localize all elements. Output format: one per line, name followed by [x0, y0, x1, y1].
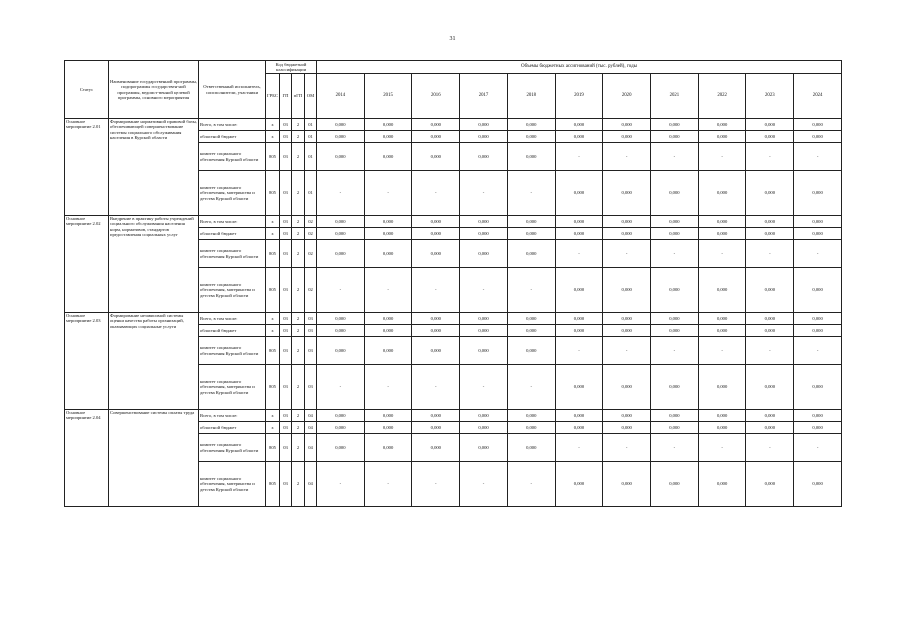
value-cell: 0,000 — [507, 228, 555, 240]
code-cell: 01 — [305, 119, 317, 131]
code-cell: 2 — [292, 119, 305, 131]
page-number: 31 — [449, 36, 456, 42]
header-name: Наименование государственной программы, подпрограммы государствен-ной программы, ведомст-венной целевой программы, основного мероприятия — [109, 61, 199, 119]
value-cell: 0,000 — [460, 337, 508, 365]
header-executor: Ответственный исполнитель, соисполнители, участники — [199, 61, 266, 119]
measure-name: Внедрение в практику работы учреждений социального обслуживания населения норм, нормативов, стандартов предоставления социальных услуг — [109, 216, 199, 313]
executor-cell: областной бюджет — [199, 228, 266, 240]
code-cell: 03 — [280, 337, 292, 365]
value-cell: - — [651, 143, 699, 171]
value-cell: - — [746, 337, 794, 365]
value-cell: 0,000 — [603, 325, 651, 337]
value-cell: 0,000 — [746, 422, 794, 434]
code-cell: 03 — [280, 434, 292, 462]
value-cell: 0,000 — [364, 337, 412, 365]
value-cell: 0,000 — [507, 143, 555, 171]
measure-status: Основное мероприятие 2.03 — [65, 313, 109, 410]
value-cell: 0,000 — [412, 434, 460, 462]
value-cell: 0,000 — [603, 216, 651, 228]
header-code-col: ГРБС — [266, 74, 280, 119]
value-cell: 0,000 — [794, 171, 842, 216]
value-cell: 0,000 — [698, 313, 746, 325]
value-cell: - — [364, 462, 412, 507]
executor-cell: Всего, в том числе: — [199, 119, 266, 131]
value-cell: 0,000 — [412, 143, 460, 171]
value-cell: 0,000 — [746, 119, 794, 131]
value-cell: 0,000 — [651, 410, 699, 422]
value-cell: - — [555, 143, 603, 171]
code-cell: 04 — [305, 410, 317, 422]
value-cell: - — [555, 434, 603, 462]
header-year: 2017 — [460, 74, 508, 119]
value-cell: - — [412, 268, 460, 313]
value-cell: 0,000 — [794, 268, 842, 313]
code-cell: 805 — [266, 240, 280, 268]
value-cell: 0,000 — [317, 325, 365, 337]
value-cell: 0,000 — [317, 337, 365, 365]
value-cell: 0,000 — [555, 365, 603, 410]
code-cell: 03 — [280, 462, 292, 507]
code-cell: 2 — [292, 462, 305, 507]
measure-name: Формирование нормативной правовой базы, обеспечивающей совершенствование системы социального обслуживания населения в Курской области — [109, 119, 199, 216]
value-cell: 0,000 — [746, 410, 794, 422]
value-cell: - — [507, 365, 555, 410]
value-cell: 0,000 — [794, 119, 842, 131]
value-cell: - — [507, 171, 555, 216]
value-cell: 0,000 — [412, 131, 460, 143]
header-year: 2019 — [555, 74, 603, 119]
value-cell: 0,000 — [555, 325, 603, 337]
value-cell: 0,000 — [746, 462, 794, 507]
code-cell: 2 — [292, 240, 305, 268]
value-cell: 0,000 — [412, 216, 460, 228]
value-cell: 0,000 — [317, 410, 365, 422]
value-cell: 0,000 — [651, 119, 699, 131]
value-cell: 0,000 — [746, 268, 794, 313]
code-cell: 01 — [305, 143, 317, 171]
code-cell: 04 — [305, 462, 317, 507]
measure-name: Совершенствование системы оплаты труда — [109, 410, 199, 507]
code-cell: 2 — [292, 131, 305, 143]
value-cell: 0,000 — [364, 434, 412, 462]
table-row — [65, 119, 842, 131]
code-cell: x — [266, 131, 280, 143]
measure-name: Формирование независимой системы оценки качества работы организаций, оказывающих социальные услуги — [109, 313, 199, 410]
value-cell: 0,000 — [746, 365, 794, 410]
value-cell: 0,000 — [317, 119, 365, 131]
value-cell: 0,000 — [412, 119, 460, 131]
value-cell: 0,000 — [364, 228, 412, 240]
value-cell: 0,000 — [603, 462, 651, 507]
value-cell: 0,000 — [364, 131, 412, 143]
value-cell: 0,000 — [651, 171, 699, 216]
code-cell: 02 — [305, 268, 317, 313]
value-cell: - — [412, 171, 460, 216]
value-cell: 0,000 — [412, 240, 460, 268]
value-cell: 0,000 — [555, 268, 603, 313]
value-cell: 0,000 — [364, 410, 412, 422]
value-cell: - — [794, 337, 842, 365]
value-cell: - — [412, 365, 460, 410]
value-cell: 0,000 — [460, 143, 508, 171]
code-cell: 805 — [266, 337, 280, 365]
code-cell: 03 — [280, 119, 292, 131]
code-cell: 03 — [280, 228, 292, 240]
value-cell: 0,000 — [412, 325, 460, 337]
code-cell: 03 — [305, 365, 317, 410]
code-cell: 2 — [292, 171, 305, 216]
value-cell: 0,000 — [507, 422, 555, 434]
value-cell: 0,000 — [698, 462, 746, 507]
value-cell: 0,000 — [317, 434, 365, 462]
code-cell: 03 — [280, 410, 292, 422]
executor-cell: комитет социального обеспечения Курской области — [199, 240, 266, 268]
value-cell: 0,000 — [794, 216, 842, 228]
value-cell: 0,000 — [460, 228, 508, 240]
value-cell: 0,000 — [555, 228, 603, 240]
value-cell: 0,000 — [364, 325, 412, 337]
value-cell: 0,000 — [555, 216, 603, 228]
value-cell: 0,000 — [555, 410, 603, 422]
value-cell: 0,000 — [698, 131, 746, 143]
value-cell: 0,000 — [460, 240, 508, 268]
header-code-col: пГП — [292, 74, 305, 119]
value-cell: - — [794, 240, 842, 268]
value-cell: - — [460, 462, 508, 507]
code-cell: 03 — [280, 325, 292, 337]
value-cell: - — [698, 434, 746, 462]
code-cell: 02 — [305, 216, 317, 228]
value-cell: 0,000 — [651, 365, 699, 410]
value-cell: 0,000 — [651, 216, 699, 228]
executor-cell: комитет социального обеспечения Курской области — [199, 434, 266, 462]
code-cell: 03 — [305, 337, 317, 365]
value-cell: - — [651, 337, 699, 365]
value-cell: 0,000 — [651, 228, 699, 240]
executor-cell: комитет социального обеспечения, материнства и детства Курской области — [199, 462, 266, 507]
value-cell: - — [603, 434, 651, 462]
code-cell: 805 — [266, 171, 280, 216]
header-year: 2015 — [364, 74, 412, 119]
code-cell: 02 — [305, 228, 317, 240]
value-cell: 0,000 — [507, 216, 555, 228]
code-cell: 03 — [280, 216, 292, 228]
value-cell: 0,000 — [364, 143, 412, 171]
value-cell: 0,000 — [364, 422, 412, 434]
code-cell: 2 — [292, 313, 305, 325]
value-cell: 0,000 — [555, 422, 603, 434]
value-cell: 0,000 — [507, 131, 555, 143]
code-cell: 2 — [292, 434, 305, 462]
measure-status: Основное мероприятие 2.02 — [65, 216, 109, 313]
code-cell: 03 — [280, 143, 292, 171]
code-cell: 2 — [292, 228, 305, 240]
value-cell: 0,000 — [460, 325, 508, 337]
header-code-group: Код бюджетной классификации — [266, 61, 317, 74]
code-cell: 01 — [305, 131, 317, 143]
value-cell: - — [317, 462, 365, 507]
value-cell: 0,000 — [555, 313, 603, 325]
value-cell: 0,000 — [698, 228, 746, 240]
value-cell: 0,000 — [507, 119, 555, 131]
value-cell: 0,000 — [794, 365, 842, 410]
value-cell: - — [651, 240, 699, 268]
value-cell: 0,000 — [794, 462, 842, 507]
measure-status: Основное мероприятие 2.04 — [65, 410, 109, 507]
value-cell: 0,000 — [794, 313, 842, 325]
value-cell: 0,000 — [603, 171, 651, 216]
value-cell: 0,000 — [794, 131, 842, 143]
header-year: 2020 — [603, 74, 651, 119]
value-cell: 0,000 — [698, 171, 746, 216]
value-cell: 0,000 — [507, 434, 555, 462]
value-cell: 0,000 — [364, 216, 412, 228]
code-cell: 2 — [292, 337, 305, 365]
value-cell: 0,000 — [698, 422, 746, 434]
value-cell: 0,000 — [746, 325, 794, 337]
code-cell: 805 — [266, 434, 280, 462]
code-cell: x — [266, 119, 280, 131]
executor-cell: областной бюджет — [199, 131, 266, 143]
value-cell: - — [746, 143, 794, 171]
code-cell: 2 — [292, 268, 305, 313]
code-cell: 2 — [292, 365, 305, 410]
value-cell: - — [507, 268, 555, 313]
value-cell: 0,000 — [317, 422, 365, 434]
value-cell: 0,000 — [603, 313, 651, 325]
value-cell: 0,000 — [698, 365, 746, 410]
value-cell: 0,000 — [507, 410, 555, 422]
value-cell: 0,000 — [317, 131, 365, 143]
value-cell: - — [317, 171, 365, 216]
value-cell: - — [794, 434, 842, 462]
executor-cell: областной бюджет — [199, 422, 266, 434]
header-year: 2018 — [507, 74, 555, 119]
value-cell: 0,000 — [460, 434, 508, 462]
code-cell: 805 — [266, 462, 280, 507]
value-cell: 0,000 — [555, 171, 603, 216]
value-cell: 0,000 — [364, 119, 412, 131]
code-cell: 03 — [305, 313, 317, 325]
value-cell: - — [460, 268, 508, 313]
executor-cell: комитет социального обеспечения, материнства и детства Курской области — [199, 268, 266, 313]
code-cell: 03 — [305, 325, 317, 337]
executor-cell: Всего, в том числе: — [199, 313, 266, 325]
table-row — [65, 410, 842, 422]
value-cell: 0,000 — [603, 268, 651, 313]
value-cell: 0,000 — [460, 119, 508, 131]
value-cell: 0,000 — [603, 119, 651, 131]
value-cell: - — [317, 268, 365, 313]
value-cell: - — [698, 337, 746, 365]
code-cell: 2 — [292, 410, 305, 422]
value-cell: 0,000 — [317, 143, 365, 171]
executor-cell: комитет социального обеспечения, материнства и детства Курской области — [199, 365, 266, 410]
code-cell: 03 — [280, 422, 292, 434]
value-cell: 0,000 — [746, 171, 794, 216]
value-cell: 0,000 — [507, 325, 555, 337]
executor-cell: Всего, в том числе: — [199, 410, 266, 422]
code-cell: 2 — [292, 325, 305, 337]
code-cell: x — [266, 422, 280, 434]
value-cell: 0,000 — [794, 410, 842, 422]
value-cell: - — [364, 268, 412, 313]
code-cell: 04 — [305, 434, 317, 462]
value-cell: - — [555, 240, 603, 268]
value-cell: 0,000 — [603, 131, 651, 143]
value-cell: - — [698, 143, 746, 171]
value-cell: - — [364, 365, 412, 410]
value-cell: 0,000 — [317, 240, 365, 268]
header-code-col: ГП — [280, 74, 292, 119]
value-cell: - — [412, 462, 460, 507]
value-cell: 0,000 — [746, 216, 794, 228]
code-cell: 03 — [280, 365, 292, 410]
measure-status: Основное мероприятие 2.01 — [65, 119, 109, 216]
code-cell: x — [266, 228, 280, 240]
value-cell: - — [603, 337, 651, 365]
header-year: 2014 — [317, 74, 365, 119]
code-cell: 2 — [292, 422, 305, 434]
value-cell: 0,000 — [555, 462, 603, 507]
value-cell: 0,000 — [794, 325, 842, 337]
value-cell: 0,000 — [317, 228, 365, 240]
value-cell: - — [460, 171, 508, 216]
code-cell: x — [266, 313, 280, 325]
value-cell: 0,000 — [507, 313, 555, 325]
code-cell: 2 — [292, 216, 305, 228]
code-cell: 03 — [280, 268, 292, 313]
code-cell: 03 — [280, 171, 292, 216]
value-cell: 0,000 — [555, 119, 603, 131]
value-cell: 0,000 — [317, 313, 365, 325]
table-row — [65, 216, 842, 228]
value-cell: 0,000 — [651, 325, 699, 337]
header-year: 2023 — [746, 74, 794, 119]
budget-table — [64, 60, 842, 507]
value-cell: 0,000 — [603, 422, 651, 434]
value-cell: 0,000 — [651, 313, 699, 325]
value-cell: 0,000 — [651, 462, 699, 507]
value-cell: 0,000 — [412, 228, 460, 240]
header-year: 2022 — [698, 74, 746, 119]
value-cell: 0,000 — [460, 313, 508, 325]
value-cell: - — [555, 337, 603, 365]
header-status: Статус — [65, 61, 109, 119]
value-cell: 0,000 — [412, 422, 460, 434]
value-cell: 0,000 — [507, 337, 555, 365]
value-cell: - — [603, 143, 651, 171]
value-cell: 0,000 — [364, 313, 412, 325]
code-cell: 04 — [305, 422, 317, 434]
value-cell: 0,000 — [746, 228, 794, 240]
executor-cell: областной бюджет — [199, 325, 266, 337]
code-cell: 805 — [266, 143, 280, 171]
value-cell: 0,000 — [698, 119, 746, 131]
value-cell: - — [507, 462, 555, 507]
header-year: 2016 — [412, 74, 460, 119]
value-cell: 0,000 — [746, 131, 794, 143]
value-cell: - — [794, 143, 842, 171]
value-cell: 0,000 — [460, 422, 508, 434]
header-year: 2021 — [651, 74, 699, 119]
value-cell: 0,000 — [698, 410, 746, 422]
value-cell: 0,000 — [412, 410, 460, 422]
header-volumes: Объемы бюджетных ассигнований (тыс. рублей), годы — [317, 61, 842, 74]
value-cell: 0,000 — [555, 131, 603, 143]
code-cell: 03 — [280, 240, 292, 268]
table-row — [65, 313, 842, 325]
executor-cell: Всего, в том числе: — [199, 216, 266, 228]
value-cell: - — [651, 434, 699, 462]
value-cell: - — [746, 434, 794, 462]
executor-cell: комитет социального обеспечения Курской области — [199, 337, 266, 365]
value-cell: - — [746, 240, 794, 268]
value-cell: 0,000 — [794, 422, 842, 434]
code-cell: x — [266, 325, 280, 337]
value-cell: 0,000 — [460, 216, 508, 228]
value-cell: 0,000 — [412, 313, 460, 325]
value-cell: 0,000 — [651, 268, 699, 313]
value-cell: 0,000 — [651, 131, 699, 143]
executor-cell: комитет социального обеспечения Курской области — [199, 143, 266, 171]
value-cell: 0,000 — [698, 268, 746, 313]
value-cell: 0,000 — [603, 365, 651, 410]
code-cell: 03 — [280, 131, 292, 143]
value-cell: 0,000 — [603, 228, 651, 240]
value-cell: 0,000 — [364, 240, 412, 268]
value-cell: 0,000 — [460, 131, 508, 143]
value-cell: 0,000 — [698, 216, 746, 228]
code-cell: 805 — [266, 365, 280, 410]
code-cell: 805 — [266, 268, 280, 313]
value-cell: 0,000 — [698, 325, 746, 337]
value-cell: - — [698, 240, 746, 268]
value-cell: 0,000 — [651, 422, 699, 434]
value-cell: 0,000 — [603, 410, 651, 422]
code-cell: 01 — [305, 171, 317, 216]
value-cell: 0,000 — [507, 240, 555, 268]
header-code-col: ОМ — [305, 74, 317, 119]
header-year: 2024 — [794, 74, 842, 119]
code-cell: 03 — [280, 313, 292, 325]
value-cell: 0,000 — [460, 410, 508, 422]
value-cell: - — [603, 240, 651, 268]
code-cell: 2 — [292, 143, 305, 171]
code-cell: x — [266, 410, 280, 422]
executor-cell: комитет социального обеспечения, материнства и детства Курской области — [199, 171, 266, 216]
value-cell: 0,000 — [412, 337, 460, 365]
code-cell: 02 — [305, 240, 317, 268]
value-cell: 0,000 — [746, 313, 794, 325]
value-cell: - — [460, 365, 508, 410]
value-cell: - — [317, 365, 365, 410]
value-cell: 0,000 — [317, 216, 365, 228]
value-cell: 0,000 — [794, 228, 842, 240]
value-cell: - — [364, 171, 412, 216]
code-cell: x — [266, 216, 280, 228]
